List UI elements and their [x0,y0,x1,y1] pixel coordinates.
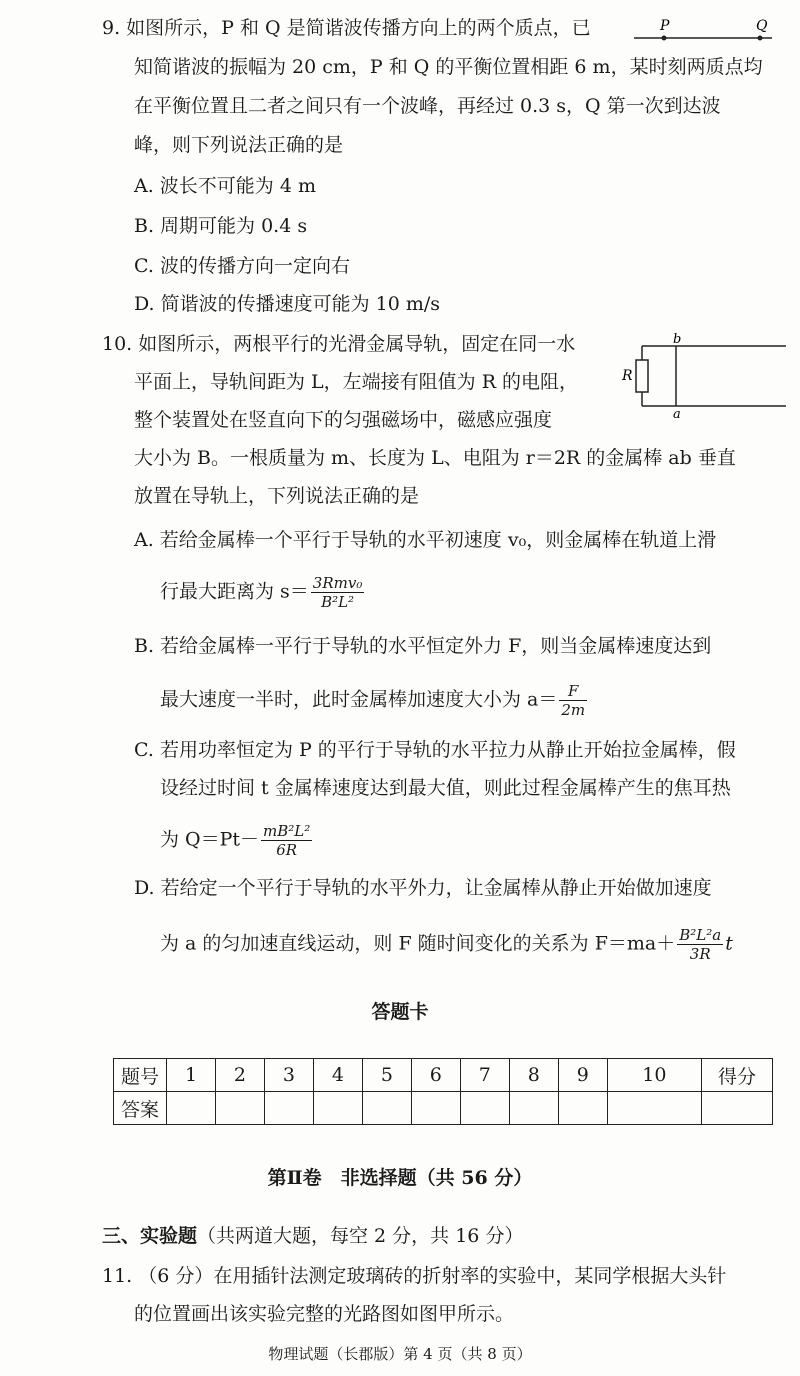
answer-card-number: 8 [509,1059,558,1092]
answer-card-number-row [114,1059,773,1092]
score-cell[interactable] [702,1092,773,1125]
q10-stem-line-4: 大小为 B。一根质量为 m、长度为 L、电阻为 r＝2R 的金属棒 ab 垂直 [134,447,736,469]
q10-option-d-line-1: D. 若给定一个平行于导轨的水平外力，让金属棒从静止开始做加速度 [134,877,712,899]
answer-card-number: 7 [460,1059,509,1092]
q10-resistor [636,360,648,392]
q9-point-q [758,36,763,41]
q9-label-q: Q [756,18,768,34]
answer-cell[interactable] [167,1092,216,1125]
q9-option-d: D. 简谐波的传播速度可能为 10 m/s [134,293,441,315]
answer-cell[interactable] [411,1092,460,1125]
q9-wave-figure [630,10,780,44]
q10-stem-line-3: 整个装置处在竖直向下的匀强磁场中，磁感应强度 [134,409,553,431]
q10-stem-line-1: 10. 如图所示，两根平行的光滑金属导轨，固定在同一水 [102,333,576,355]
answer-card-table [113,1058,773,1125]
q9-option-c: C. 波的传播方向一定向右 [134,255,350,277]
q9-stem-line-4: 峰，则下列说法正确的是 [134,134,344,156]
q11-stem-line-2: 的位置画出该实验完整的光路图如图甲所示。 [134,1303,515,1325]
q10-option-c-line-3: 为 Q＝Pt－ $\frac{\text{mB²L²}}{6R}$ [160,822,311,859]
q10-option-a-line-2: 行最大距离为 s＝ $\frac{\text{3Rmv₀}}{\text{B²L²}}$ [160,574,363,611]
q10-rail-figure [620,332,790,420]
answer-cell[interactable] [558,1092,607,1125]
q11-stem-line-1: 11. （6 分）在用插针法测定玻璃砖的折射率的实验中，某同学根据大头针 [102,1265,727,1287]
q10-option-b-line-2: 最大速度一半时，此时金属棒加速度大小为 a＝ $\frac{F}{2m}$ [160,682,586,719]
q10-option-c-line-1: C. 若用功率恒定为 P 的平行于导轨的水平拉力从静止开始拉金属棒，假 [134,739,736,761]
q10-option-d-line-2: 为 a 的匀加速直线运动，则 F 随时间变化的关系为 F＝ma＋ $\frac{\text{B²L²a}}{3R}$ t [160,926,733,963]
q10-option-d-fraction: $\frac{\text{B²L²a}}{3R}$ [679,926,722,963]
q9-option-b: B. 周期可能为 0.4 s [134,215,308,237]
answer-card-number: 3 [264,1059,313,1092]
q9-point-p [662,36,667,41]
part2-title: 第Ⅱ卷 非选择题（共 56 分） [267,1167,533,1189]
q10-label-r: R [622,368,633,384]
answer-cell[interactable] [460,1092,509,1125]
q10-option-b-line-1: B. 若给金属棒一平行于导轨的水平恒定外力 F，则当金属棒速度达到 [134,635,712,657]
answer-card-row2-header: 答案 [114,1092,167,1125]
q9-stem-line-1: 9. 如图所示，P 和 Q 是简谐波传播方向上的两个质点，已 [102,17,591,39]
answer-card-score-header: 得分 [702,1059,773,1092]
answer-card-number: 4 [313,1059,362,1092]
q10-option-c-fraction: $\frac{\text{mB²L²}}{6R}$ [263,822,311,859]
answer-cell[interactable] [362,1092,411,1125]
answer-cell[interactable] [264,1092,313,1125]
q10-option-c-line-2: 设经过时间 t 金属棒速度达到最大值，则此过程金属棒产生的焦耳热 [160,777,731,799]
q9-stem-line-3: 在平衡位置且二者之间只有一个波峰，再经过 0.3 s，Q 第一次到达波 [134,95,721,117]
answer-card-title: 答题卡 [371,1001,429,1023]
answer-card-answer-row [114,1092,773,1125]
q9-option-a: A. 波长不可能为 4 m [134,175,316,197]
q10-option-a-fraction: $\frac{\text{3Rmv₀}}{\text{B²L²}}$ [312,574,363,611]
section3-heading: 三、实验题（共两道大题，每空 2 分，共 16 分） [102,1225,524,1247]
answer-card-number: 6 [411,1059,460,1092]
answer-cell[interactable] [313,1092,362,1125]
answer-card-number: 5 [362,1059,411,1092]
answer-card-number: 10 [607,1059,701,1092]
answer-card-number: 9 [558,1059,607,1092]
answer-card-row1-header: 题号 [114,1059,167,1092]
q10-label-a: a [673,407,681,420]
q10-option-a-line-1: A. 若给金属棒一个平行于导轨的水平初速度 v₀，则金属棒在轨道上滑 [134,529,717,551]
q9-stem-line-2: 知简谐波的振幅为 20 cm，P 和 Q 的平衡位置相距 6 m，某时刻两质点均 [134,56,763,78]
q9-label-p: P [660,18,670,34]
q10-label-b: b [673,332,682,347]
answer-cell[interactable] [607,1092,701,1125]
q10-stem-line-2: 平面上，导轨间距为 L，左端接有阻值为 R 的电阻， [134,371,579,393]
page-footer: 物理试题（长郡版）第 4 页（共 8 页） [268,1345,532,1363]
answer-cell[interactable] [509,1092,558,1125]
answer-card-number: 1 [167,1059,216,1092]
q10-option-b-fraction: $\frac{F}{2m}$ [561,682,586,719]
answer-cell[interactable] [215,1092,264,1125]
q10-stem-line-5: 放置在导轨上，下列说法正确的是 [134,485,420,507]
answer-card-number: 2 [215,1059,264,1092]
